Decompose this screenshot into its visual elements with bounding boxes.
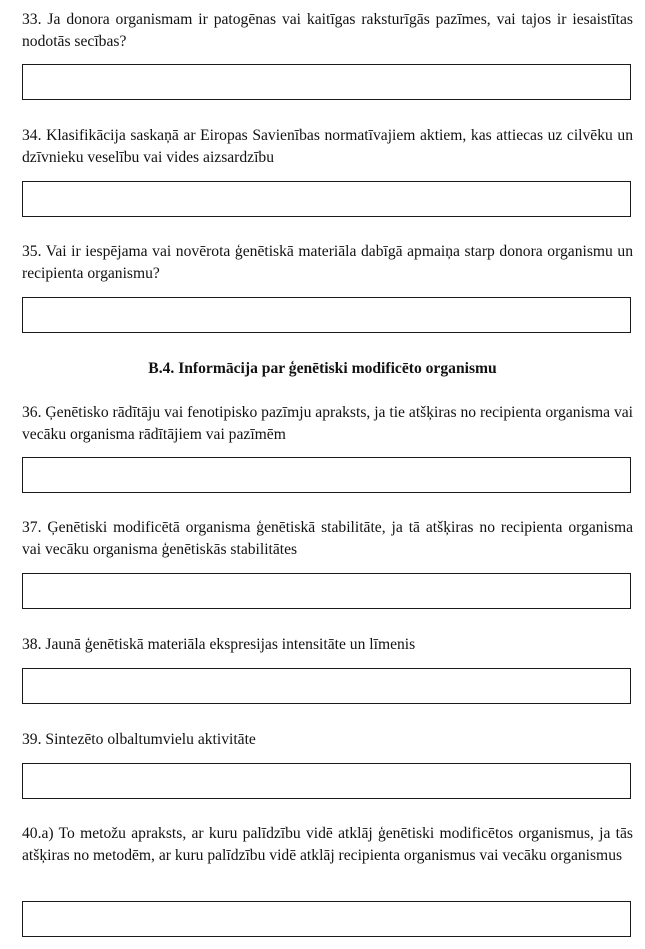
section-heading: B.4. Informācija par ģenētiski modificēto organismu (148, 360, 497, 377)
answer-box-37[interactable] (22, 573, 631, 609)
answer-box-39[interactable] (22, 763, 631, 799)
answer-box-35[interactable] (22, 297, 631, 333)
question-33: 33. Ja donora organismam ir patogēnas vai kaitīgas raksturīgās pazīmes, vai tajos ir iesaistītas nodotās secības? (22, 11, 633, 50)
answer-box-36[interactable] (22, 457, 631, 493)
answer-box-33[interactable] (22, 64, 631, 100)
question-36: 36. Ģenētisko rādītāju vai fenotipisko pazīmju apraksts, ja tie atšķiras no recipienta organisma vai vecāku organisma rādītājiem vai pazīmēm (22, 404, 633, 443)
answer-box-40a[interactable] (22, 901, 631, 937)
answer-box-38[interactable] (22, 668, 631, 704)
question-39: 39. Sintezēto olbaltumvielu aktivitāte (22, 731, 256, 748)
answer-box-34[interactable] (22, 181, 631, 217)
question-37: 37. Ģenētiski modificētā organisma ģenētiskā stabilitāte, ja tā atšķiras no recipienta organisma vai vecāku organisma ģenētiskās stabilitātes (22, 519, 633, 558)
question-40a: 40.a) To metožu apraksts, ar kuru palīdzību vidē atklāj ģenētiski modificētos organismus, ja tās atšķiras no metodēm, ar kuru palīdzību vidē atklāj recipienta organismus vai vecāku organismus (22, 825, 633, 864)
question-38: 38. Jaunā ģenētiskā materiāla ekspresijas intensitāte un līmenis (22, 636, 416, 653)
question-35: 35. Vai ir iespējama vai novērota ģenētiskā materiāla dabīgā apmaiņa starp donora organismu un recipienta organismu? (22, 243, 633, 282)
question-34: 34. Klasifikācija saskaņā ar Eiropas Savienības normatīvajiem aktiem, kas attiecas uz cilvēku un dzīvnieku veselību vai vides aizsardzību (22, 127, 633, 166)
